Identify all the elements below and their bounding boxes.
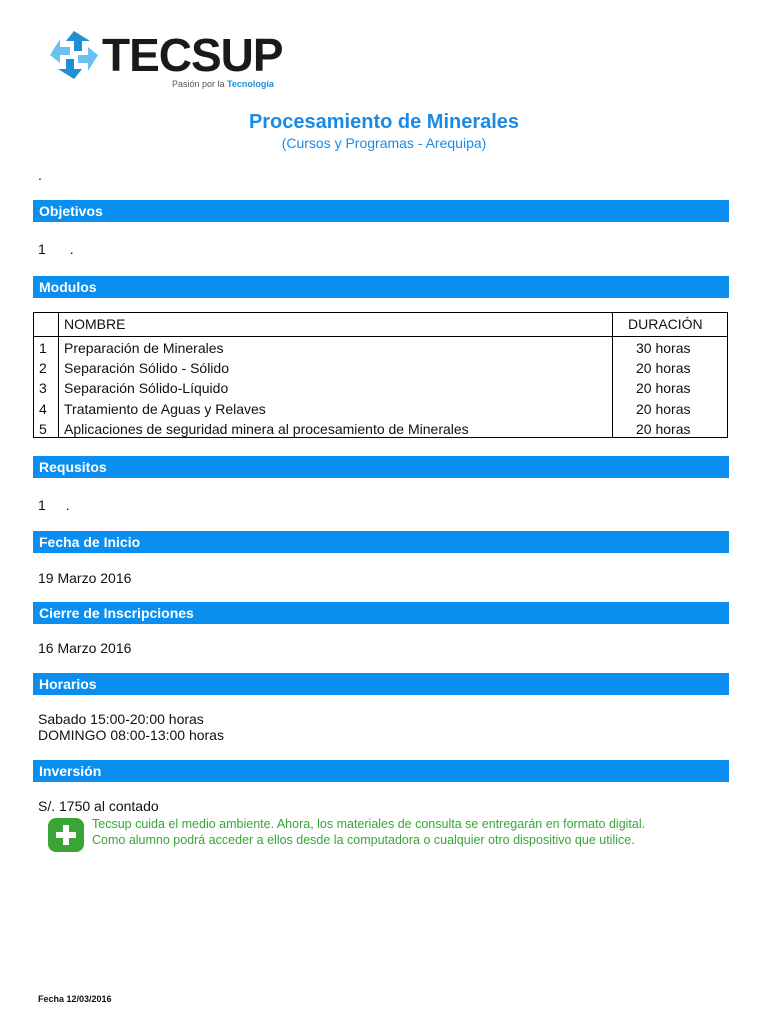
section-fecha-inicio-header: Fecha de Inicio [33, 531, 729, 553]
logo-tagline-a: Pasión por la [172, 79, 228, 89]
section-modulos-header: Modulos [33, 276, 729, 298]
section-objetivos-header: Objetivos [33, 200, 729, 222]
eco-note-line-1: Tecsup cuida el medio ambiente. Ahora, los materiales de consulta se entregarán en formato digital. [92, 817, 646, 831]
plus-icon [48, 818, 84, 852]
objetivo-text: . [69, 241, 74, 257]
section-cierre-header: Cierre de Inscripciones [33, 602, 729, 624]
table-row-duration: 30 horas [636, 340, 691, 356]
cierre-value: 16 Marzo 2016 [38, 640, 132, 656]
horario-line-2: DOMINGO 08:00-13:00 horas [38, 727, 224, 743]
requisito-num: 1 [38, 497, 46, 513]
table-row-num: 4 [39, 401, 47, 417]
objetivo-item-1 [38, 241, 74, 257]
page-subtitle: (Cursos y Programas - Arequipa) [281, 135, 487, 151]
table-row-num: 1 [39, 340, 47, 356]
table-row-name: Separación Sólido - Sólido [64, 360, 229, 376]
table-row-num: 2 [39, 360, 47, 376]
table-row-duration: 20 horas [636, 401, 691, 417]
requisito-item-1 [38, 497, 70, 513]
section-requisitos-header: Requsitos [33, 456, 729, 478]
eco-note-line-2: Como alumno podrá acceder a ellos desde la computadora o cualquier otro dispositivo que utilice. [92, 833, 635, 847]
table-row-name: Tratamiento de Aguas y Relaves [64, 401, 266, 417]
table-row-name: Preparación de Minerales [64, 340, 224, 356]
modules-table [33, 312, 728, 438]
fecha-inicio-value: 19 Marzo 2016 [38, 570, 132, 586]
inversion-value: S/. 1750 al contado [38, 798, 159, 814]
tecsup-logo [46, 27, 296, 93]
table-row-name: Separación Sólido-Líquido [64, 380, 229, 396]
intro-text: . [38, 167, 42, 183]
objetivo-num: 1 [38, 241, 46, 257]
column-header-nombre: NOMBRE [64, 316, 126, 332]
page-title: Procesamiento de Minerales [248, 111, 520, 133]
requisito-text: . [65, 497, 70, 513]
section-inversion-header: Inversión [33, 760, 729, 782]
section-horarios-header: Horarios [33, 673, 729, 695]
table-row-duration: 20 horas [636, 380, 691, 396]
table-row-num: 5 [39, 421, 47, 437]
table-row-name: Aplicaciones de seguridad minera al procesamiento de Minerales [64, 421, 469, 437]
column-header-duracion: DURACIÓN [628, 316, 703, 332]
logo-wordmark: TECSUP [102, 29, 283, 81]
horario-line-1: Sabado 15:00-20:00 horas [38, 711, 204, 727]
footer-date: Fecha 12/03/2016 [38, 994, 112, 1004]
table-row-duration: 20 horas [636, 360, 691, 376]
tecsup-logo-icon [46, 27, 102, 83]
table-row-duration: 20 horas [636, 421, 691, 437]
table-row-num: 3 [39, 380, 47, 396]
logo-tagline-b: Tecnología [227, 79, 274, 89]
logo-tagline [172, 79, 274, 89]
